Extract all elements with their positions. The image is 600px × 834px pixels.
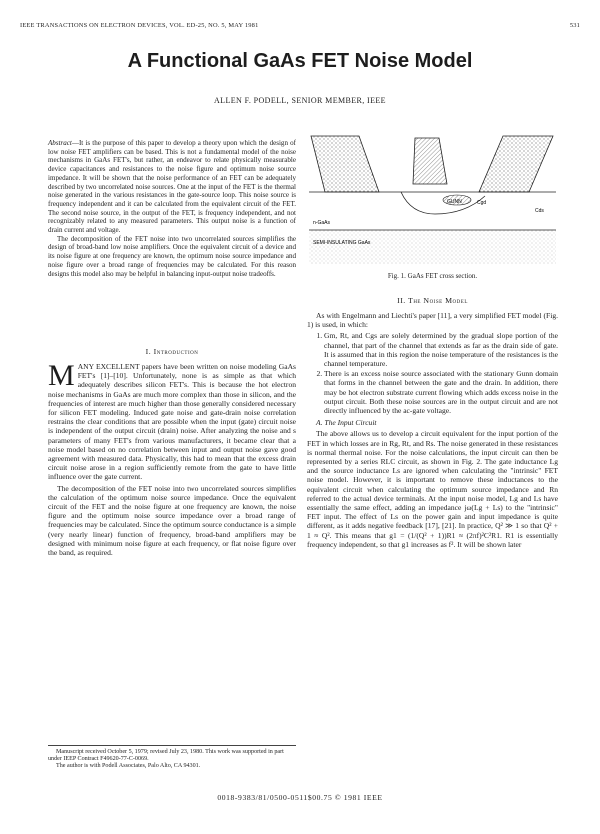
semi-insulating-substrate	[309, 230, 556, 264]
fet-cross-section-figure	[307, 134, 558, 268]
page-number: 531	[569, 22, 580, 29]
input-circuit-paragraph: The above allows us to develop a circuit equivalent for the input portion of the FET in which losses are in Rg, Rt, and Rs. The noise generated in these resistances is normal thermal noise. For the noise calculations, the input circuit can then be represented by a series RLC circuit, as shown in Fig. 2. The gate inductance Lg and the source inductance Ls are ignored when calculating the "intrinsic" FET noise model. However, it is important to remove these inductances to the equivalent circuit when calculating the optimum source impedance and Rn referred to the actual device terminals. At the input noise model, Lg and Ls have essentially the same effect, adding an impedance jω(Lg + Ls) to the "intrinsic" FET input. The effect of Ls on the power gain and input impedance is quite different, as it adds negative feedback [17], [21]. In practice, Q² ≫ 1 so that Q² + 1 ≈ Q². This means that g1 = (1/(Q² + 1))R1 ≈ (2πf)²C²R1. R1 is essentially frequency independent, so that g1 increases as f². It will be shown later	[307, 429, 558, 549]
subsection-heading-input-circuit: A. The Input Circuit	[316, 418, 377, 428]
copyright-line: 0018-9383/81/0500-0511$00.75 © 1981 IEEE	[217, 793, 383, 802]
journal-header: IEEE TRANSACTIONS ON ELECTRON DEVICES, VOL. ED-25, NO. 5, MAY 1981	[20, 22, 259, 29]
footnote	[48, 745, 296, 771]
depletion-region	[401, 192, 485, 214]
intro-paragraph-1: MANY EXCELLENT papers have been written on noise modeling GaAs FET's [1]–[10]. Unfortunately, none is as simple as that which adequately describes silicon FET's. This is because the hot electron noise mechanisms in GaAs are much more complex than those in silicon, and the frequencies of interest are much higher than those generally considered necessary for silicon FET modeling. Induced gate noise and gate-drain noise correlation restrains the clear conditions that are possible when the input (gate) circuit noise is independent of the output circuit (drain) noise. After analyzing the noise and s parameters of many FET's from various manufacturers, it became clear that a noise model based on no correlation between input and output noise gave good agreement with measured data. Physically, this had to mean that the excess drain circuit noise arose in a region sufficiently remote from the gate to have little influence over the gate current.	[48, 359, 296, 482]
drop-cap: M	[48, 359, 75, 392]
introduction-body	[48, 359, 296, 559]
abstract-paragraph-1: Abstract—It is the purpose of this paper to develop a theory upon which the design of low noise FET amplifiers can be based. This is not a fundamental model of the noise mechanisms in GaAs FET's, but rather, an endeavor to relate physically measurable device capacitances and resistances to the noise figure and optimum noise source impedance. It will be shown that the noise performance of an FET can be adequately described by two uncorrelated noise sources. One at the input of the FET is the thermal noise generated in the various resistances in the gate-source loop. This noise source is frequency independent and it can be calculated from the equivalent circuit of the FET. The second noise source, in the output of the FET, is frequency independent, and not recognizably related to any measured parameters. This output noise is a function of drain current and voltage.	[48, 139, 296, 235]
abstract-paragraph-2: The decomposition of the FET noise into two uncorrelated sources simplifies the design of broad-band low noise amplifiers. Once the equivalent circuit of a device and its noise figure at one frequency are known, the optimum noise source impedance and noise figure over a broad range of frequencies may be calculated. For this reason designs this model also may be helpful in balancing input-output noise tradeoffs.	[48, 234, 296, 278]
gate-contact	[413, 138, 447, 184]
abstract-label: Abstract	[48, 139, 72, 147]
intro-paragraph-2: The decomposition of the FET noise into two uncorrelated sources simplifies the calculation of the optimum noise source impedance. Once the equivalent circuit of the FET and the noise figure at one frequency are known, the noise figure and the optimum noise source impedance over a broad range of frequencies may be calculated. Since the optimum source conductance is a simple (very nearly linear) function of frequency, broad-band amplifiers may be designed with minimum noise figure at each frequency, or flat noise figure over the band, as required.	[48, 483, 296, 558]
section-heading-noise-model: II. The Noise Model	[397, 296, 468, 305]
label-cgd: Cgd	[477, 200, 487, 206]
footnote-affiliation: The author is with Podell Associates, Palo Alto, CA 94301.	[56, 763, 201, 770]
running-header	[20, 22, 580, 32]
label-gunn: GUNN	[447, 199, 462, 205]
label-cds: Cds	[535, 208, 544, 214]
abstract	[48, 139, 296, 278]
model-assumptions-list	[307, 331, 558, 415]
assumption-item: 2. There is an excess noise source associated with the stationary Gunn domain that forms in the channel between the gate and the drain. In addition, there may be hot electron substrate current flowing which adds excess noise in the output circuit. Both these noise sources are in the output circuit and are not directly influenced by the ac-gate voltage.	[324, 369, 558, 415]
footnote-manuscript: Manuscript received October 5, 1979; revised July 23, 1980. This work was supported in part under IEEP Contract F49620-77-C-0069.	[48, 749, 284, 763]
figure-1-caption: Fig. 1. GaAs FET cross section.	[387, 272, 478, 280]
section-heading-introduction: I. Introduction	[145, 347, 199, 356]
label-n-gaas: n-GaAs	[313, 220, 330, 226]
noise-model-body	[307, 311, 558, 551]
assumption-item: 1. Gm, Rt, and Cgs are solely determined by the gradual slope portion of the channel, that part of the channel that extends as far as the drain side of gate. It is assumed that in this region the noise temperature of the resistances is the channel temperature.	[324, 331, 558, 368]
source-contact	[311, 136, 379, 192]
paper-author: ALLEN F. PODELL, SENIOR MEMBER, IEEE	[214, 96, 386, 105]
label-semi-insulating: SEMI-INSULATING GaAs	[313, 240, 371, 246]
paper-title: A Functional GaAs FET Noise Model	[127, 50, 473, 72]
noise-model-intro: As with Engelmann and Liechti's paper [11], a very simplified FET model (Fig. 1) is used, in which:	[307, 311, 558, 330]
drain-contact	[479, 136, 553, 192]
